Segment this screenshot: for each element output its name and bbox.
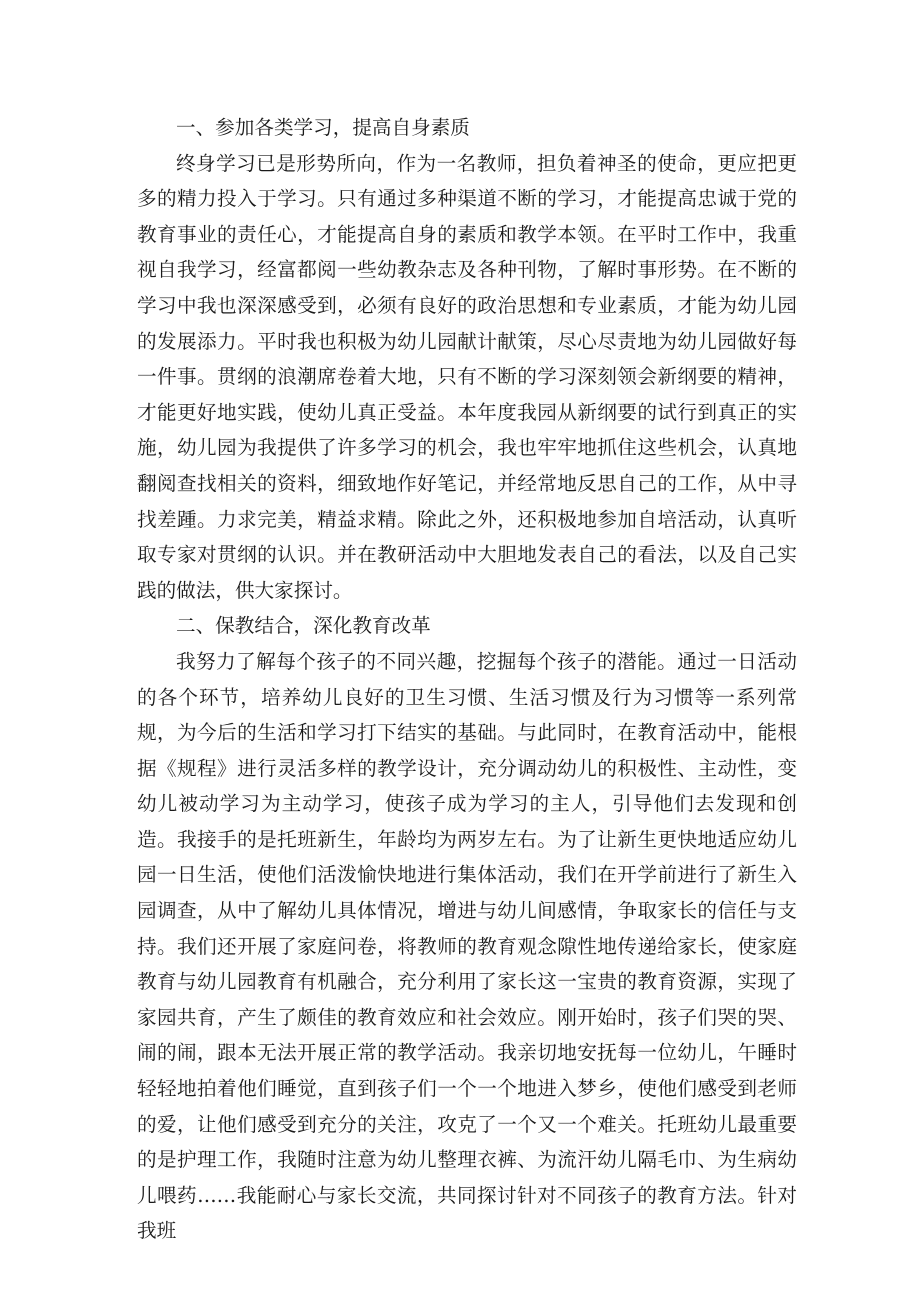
section-heading-2: 二、保教结合，深化教育改革 bbox=[176, 614, 431, 638]
section-heading-1: 一、参加各类学习，提高自身素质 bbox=[176, 116, 470, 139]
section-paragraph-1: 终身学习已是形势所向，作为一名教师，担负着神圣的使命，更应把更多的精力投入于学习。只有通过多种渠道不断的学习，才能提高忠诚于党的教育事业的责任心，才能提高自身的素质和教学本领。在平时工作中，我重视自我学习，经富都阅一些幼教杂志及各种刊物，了解时事形势。在不断的学习中我也深深感受到，必须有良好的政治思想和专业素质，才能为幼儿园的发展添力。平时我也积极为幼儿园献计献策，尽心尽责地为幼儿园做好每一件事。贯纲的浪潮席卷着大地，只有不断的学习深刻领会新纲要的精神，才能更好地实践，使幼儿真正受益。本年度我园从新纲要的试行到真正的实施，幼儿园为我提供了许多学习的机会，我也牢牢地抓住这些机会，认真地翻阅查找相关的资料，细致地作好笔记，并经常地反思自己的工作，从中寻找差踵。力求完美，精益求精。除此之外，还积极地参加自培活动，认真听取专家对贯纲的认识。并在教研活动中大胆地发表自己的看法，以及自己实践的做法，供大家探讨。 bbox=[137, 151, 797, 602]
document-body bbox=[137, 110, 797, 1249]
section-paragraph-2: 我努力了解每个孩子的不同兴趣，挖掘每个孩子的潜能。通过一日活动的各个环节，培养幼儿良好的卫生习惯、生活习惯及行为习惯等一系列常规，为今后的生活和学习打下结实的基础。与此同时，在教育活动中，能根据《规程》进行灵活多样的教学设计，充分调动幼儿的积极性、主动性，变幼儿被动学习为主动学习，使孩子成为学习的主人，引导他们去发现和创造。我接手的是托班新生，年龄均为两岁左右。为了让新生更快地适应幼儿园一日生活，使他们活泼愉快地进行集体活动，我们在开学前进行了新生入园调查，从中了解幼儿具体情况，增进与幼儿间感情，争取家长的信任与支持。我们还开展了家庭问卷，将教师的教育观念隙性地传递给家长，使家庭教育与幼儿园教育有机融合，充分利用了家长这一宝贵的教育资源，实现了家园共育，产生了颇佳的教育效应和社会效应。刚开始时，孩子们哭的哭、闹的闹，跟本无法开展正常的教学活动。我亲切地安抚每一位幼儿，午睡时轻轻地拍着他们睡觉，直到孩子们一个一个地进入梦乡，使他们感受到老师的爱，让他们感受到充分的关注，攻克了一个又一个难关。托班幼儿最重要的是护理工作，我随时注意为幼儿整理衣裤、为流汗幼儿隔毛巾、为生病幼儿喂药……我能耐心与家长交流，共同探讨针对不同孩子的教育方法。针对我班 bbox=[137, 649, 797, 1243]
